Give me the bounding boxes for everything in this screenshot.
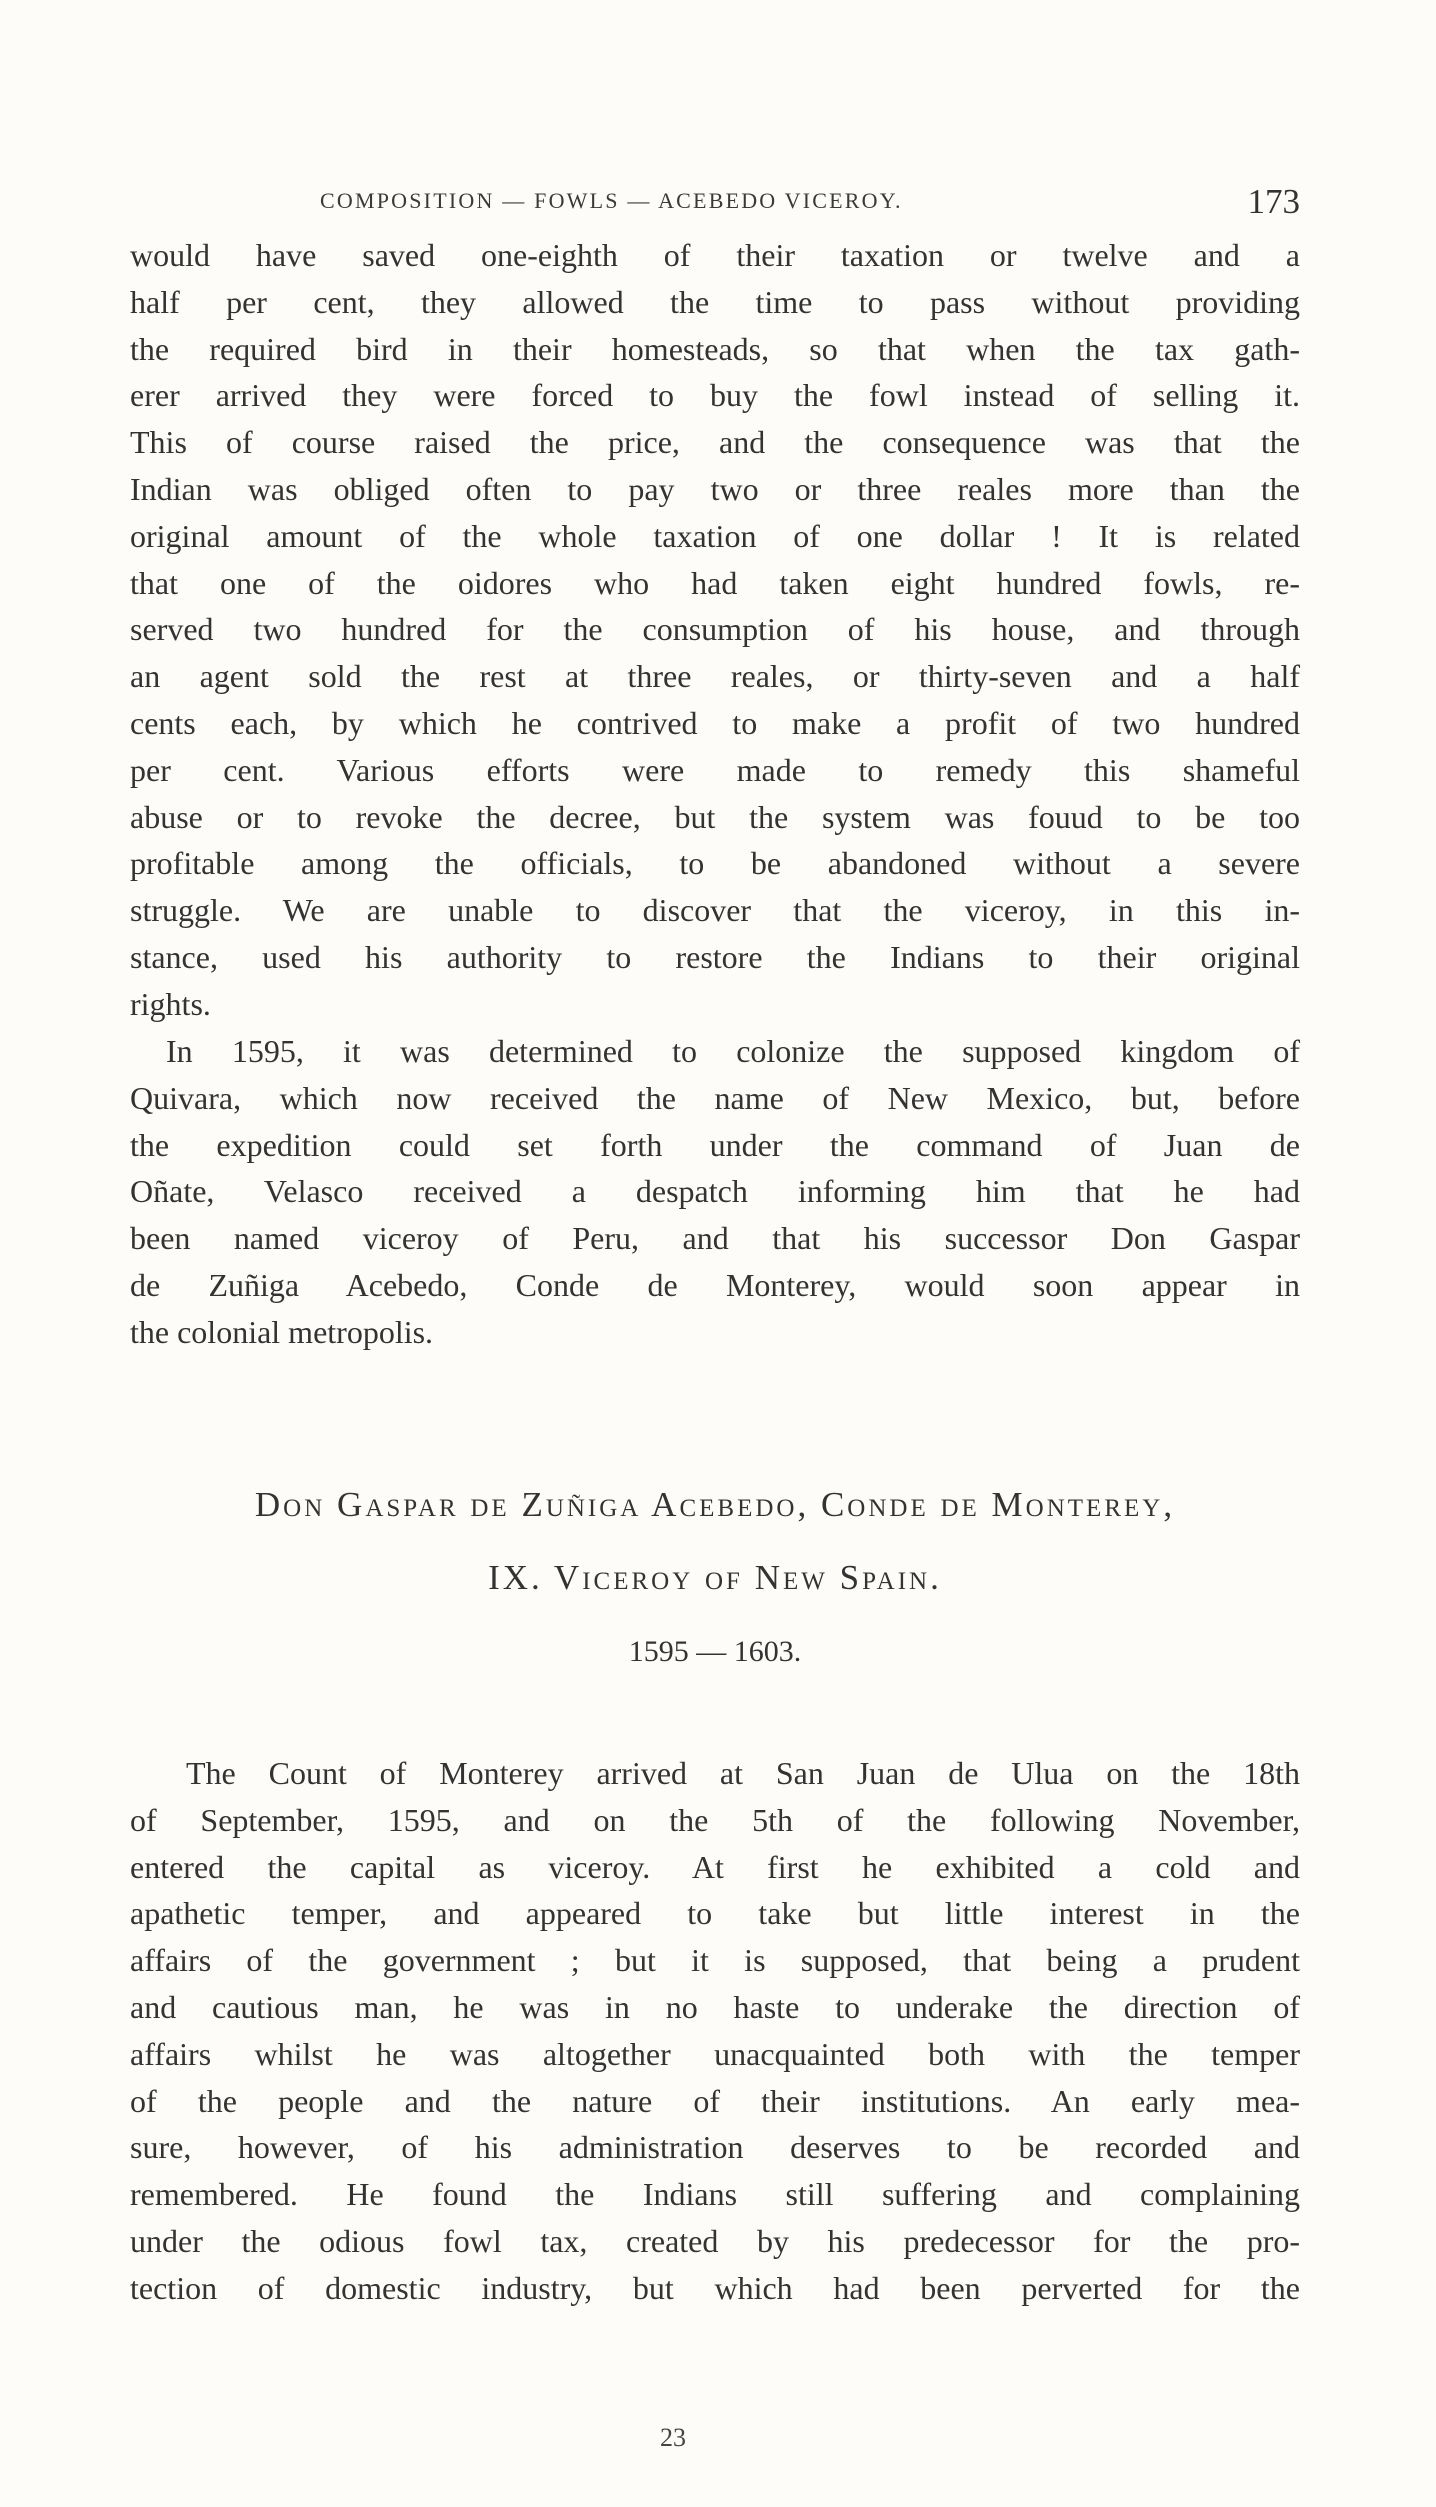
text-line: under the odious fowl tax, created by his predecessor for the pro- <box>130 2222 1300 2259</box>
section-heading-title: IX. Viceroy of New Spain. <box>488 1558 942 1597</box>
text-line: Quivara, which now received the name of New Mexico, but, before <box>130 1079 1300 1116</box>
text-line: de Zuñiga Acebedo, Conde de Monterey, would soon appear in <box>130 1266 1300 1303</box>
text-line: per cent. Various efforts were made to remedy this shameful <box>130 751 1300 788</box>
text-line: profitable among the officials, to be abandoned without a severe <box>130 845 1300 882</box>
text-line: Oñate, Velasco received a despatch informing him that he had <box>130 1173 1300 1210</box>
text-line: apathetic temper, and appeared to take but little interest in the <box>130 1895 1300 1932</box>
text-line: that one of the oidores who had taken eight hundred fowls, re- <box>130 564 1300 601</box>
text-line: This of course raised the price, and the consequence was that the <box>130 424 1300 461</box>
text-line: affairs of the government ; but it is supposed, that being a prudent <box>130 1942 1300 1979</box>
text-line: tection of domestic industry, but which had been perverted for the <box>130 2269 1300 2306</box>
text-line: been named viceroy of Peru, and that his successor Don Gaspar <box>130 1220 1300 1257</box>
paragraph-continuation <box>130 232 1300 1028</box>
text-line: abuse or to revoke the decree, but the system was fouud to be too <box>130 798 1300 835</box>
text-line: served two hundred for the consumption of his house, and through <box>130 611 1300 648</box>
text-line: and cautious man, he was in no haste to underake the direction of <box>130 1988 1300 2025</box>
text-line: entered the capital as viceroy. At first he exhibited a cold and <box>130 1848 1300 1885</box>
text-line: In 1595, it was determined to colonize the supposed kingdom of <box>166 1033 1300 1069</box>
signature-mark: 23 <box>660 2423 686 2452</box>
text-line: cents each, by which he contrived to make a profit of two hundred <box>130 704 1300 741</box>
text-line: the colonial metropolis. <box>130 1313 434 1350</box>
running-head <box>130 182 1300 226</box>
text-line: affairs whilst he was altogether unacquainted both with the temper <box>130 2035 1300 2072</box>
text-line: Indian was obliged often to pay two or three reales more than the <box>130 470 1300 507</box>
text-line: The Count of Monterey arrived at San Juan de Ulua on the 18th <box>186 1755 1300 1791</box>
text-line: an agent sold the rest at three reales, or thirty-seven and a half <box>130 658 1300 695</box>
paragraph-monterey <box>130 1750 1300 2312</box>
text-line: erer arrived they were forced to buy the fowl instead of selling it. <box>130 377 1300 414</box>
section-heading-name: Don Gaspar de Zuñiga Acebedo, Conde de Monterey, <box>254 1485 1176 1524</box>
text-line: stance, used his authority to restore the Indians to their original <box>130 938 1300 975</box>
running-head-title: COMPOSITION — FOWLS — ACEBEDO VICEROY. <box>320 188 903 213</box>
section-heading-dates: 1595 — 1603. <box>628 1635 802 1668</box>
text-line: of September, 1595, and on the 5th of the following November, <box>130 1801 1300 1838</box>
text-line: the expedition could set forth under the command of Juan de <box>130 1126 1300 1163</box>
text-line: original amount of the whole taxation of one dollar ! It is related <box>130 517 1300 554</box>
text-line: half per cent, they allowed the time to pass without providing <box>130 283 1300 320</box>
paragraph-colonize <box>130 1028 1300 1356</box>
text-line: rights. <box>130 985 211 1022</box>
text-line: remembered. He found the Indians still suffering and complaining <box>130 2176 1300 2213</box>
text-line: the required bird in their homesteads, so that when the tax gath- <box>130 330 1300 367</box>
text-line: would have saved one-eighth of their taxation or twelve and a <box>130 237 1300 273</box>
text-line: sure, however, of his administration deserves to be recorded and <box>130 2129 1300 2166</box>
text-line: struggle. We are unable to discover that the viceroy, in this in- <box>130 892 1300 929</box>
text-line: of the people and the nature of their institutions. An early mea- <box>130 2082 1300 2119</box>
page-number: 173 <box>1247 182 1300 221</box>
